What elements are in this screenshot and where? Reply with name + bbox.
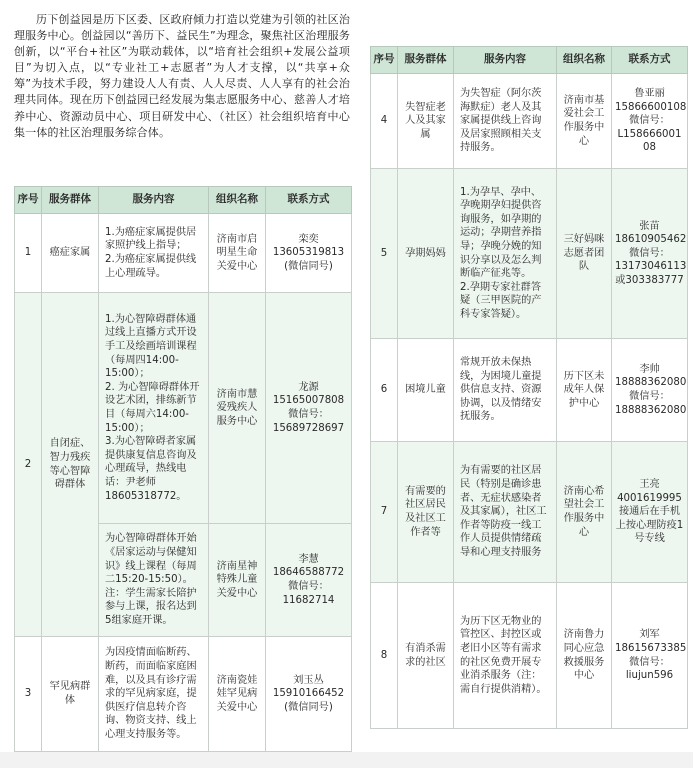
row-org: 济南鲁力同心应急救援服务中心: [557, 583, 612, 729]
left-service-table: [14, 186, 352, 752]
table-header-row: [15, 187, 352, 214]
row-group: 孕期妈妈: [398, 169, 454, 339]
row-group: 失智症老人及其家属: [398, 74, 454, 169]
row-content: 为历下区无物业的管控区、封控区或老旧小区等有需求的社区免费开展专业消杀服务（注：需自行提供消精）。: [454, 583, 557, 729]
row-no: 7: [371, 442, 398, 583]
row-contact: 鲁亚丽 15866600108 微信号： L158666001 08: [612, 74, 688, 169]
row-contact: 刘军 18615673385 微信号： liujun596: [612, 583, 688, 729]
row-org: 三好妈咪志愿者团队: [557, 169, 612, 339]
row-org: 历下区未成年人保护中心: [557, 339, 612, 442]
row-org: 济南心希望社会工作服务中心: [557, 442, 612, 583]
row-org: 济南星神特殊儿童关爱中心: [209, 524, 266, 637]
row-no: 6: [371, 339, 398, 442]
table-row: [15, 214, 352, 293]
table-row: [371, 442, 688, 583]
table-header-row: [371, 47, 688, 74]
row-no: 8: [371, 583, 398, 729]
table-row: [371, 74, 688, 169]
row-group: 癌症家属: [42, 214, 99, 293]
row-group: 有需要的社区居民及社区工作者等: [398, 442, 454, 583]
row-group: 困境儿童: [398, 339, 454, 442]
table-row: [15, 637, 352, 752]
row-no: 5: [371, 169, 398, 339]
row-contact: 王亮 4001619995 接通后在手机上按心理防疫1号专线: [612, 442, 688, 583]
row-contact: 李慧 18646588772 微信号： 11682714: [266, 524, 352, 637]
row-content: 常规开放未保热线，为困境儿童提供信息支持、资源协调，以及情绪安抚服务。: [454, 339, 557, 442]
header-no: 序号: [15, 187, 42, 214]
table-row: [15, 293, 352, 524]
row-content: 为心智障碍群体开始《居家运动与保健知识》线上课程（每周二15:20-15:50）。 注：学生需家长陪护参与上课，报名达到5组家庭开课。: [99, 524, 209, 637]
row-content: 为失智症（阿尔茨海默症）老人及其家属提供线上咨询及居家照顾相关支持服务。: [454, 74, 557, 169]
row-content: 1.为孕早、孕中、孕晚期孕妇提供咨询服务，如孕期的运动；孕期营养指导；孕晚分娩的知识分享以及怎么判断临产征兆等。 2.孕期专家社群答疑（三甲医院的产科专家答疑）。: [454, 169, 557, 339]
row-org: 济南市启明星生命关爱中心: [209, 214, 266, 293]
row-content: 1.为心智障碍群体通过线上直播方式开设手工及绘画培训课程（每周四14:00-15:00）； 2. 为心智障碍群体开设艺术团，排练新节目（每周六14:00-15:00）； 3.为心智障碍者家属提供康复信息咨询及心理疏导，热线电话：尹老师18605318772。: [99, 293, 209, 524]
row-contact: 栾奕 13605319813 (微信同号): [266, 214, 352, 293]
row-no: 2: [15, 293, 42, 637]
row-group: 自闭症、智力残疾等心智障碍群体: [42, 293, 99, 637]
header-contact: 联系方式: [266, 187, 352, 214]
bottom-strip: [0, 752, 693, 768]
table-row: [371, 339, 688, 442]
header-contact: 联系方式: [612, 47, 688, 74]
row-contact: 龙源 15165007808 微信号： 15689728697: [266, 293, 352, 524]
row-contact: 李帅 18888362080 微信号： 18888362080: [612, 339, 688, 442]
row-content: 1.为癌症家属提供居家照护线上指导； 2.为癌症家属提供线上心理疏导。: [99, 214, 209, 293]
header-group: 服务群体: [42, 187, 99, 214]
row-content: 为有需要的社区居民（特别是确诊患者、无症状感染者及其家属），社区工作者等防疫一线工作人员提供情绪疏导和心理支持服务: [454, 442, 557, 583]
row-no: 4: [371, 74, 398, 169]
row-org: 济南市基爱社会工作服务中心: [557, 74, 612, 169]
header-no: 序号: [371, 47, 398, 74]
header-group: 服务群体: [398, 47, 454, 74]
row-group: 有消杀需求的社区: [398, 583, 454, 729]
row-org: 济南市慧爱残疾人服务中心: [209, 293, 266, 524]
table-row: [371, 169, 688, 339]
header-content: 服务内容: [454, 47, 557, 74]
row-org: 济南瓷娃娃罕见病关爱中心: [209, 637, 266, 752]
row-contact: 张苗 18610905462 微信号： 13173046113 或303383777: [612, 169, 688, 339]
row-contact: 刘玉丛 15910166452 (微信同号): [266, 637, 352, 752]
table-row: [371, 583, 688, 729]
row-no: 3: [15, 637, 42, 752]
row-content: 为因疫情面临断药、断药，而面临家庭困难，以及具有诊疗需求的罕见病家庭，提供医疗信息转介咨询、物资支持、线上心理支持服务等。: [99, 637, 209, 752]
header-content: 服务内容: [99, 187, 209, 214]
right-service-table: [370, 46, 688, 729]
row-group: 罕见病群体: [42, 637, 99, 752]
header-org: 组织名称: [557, 47, 612, 74]
header-org: 组织名称: [209, 187, 266, 214]
row-no: 1: [15, 214, 42, 293]
intro-paragraph: 历下创益园是历下区委、区政府倾力打造以党建为引领的社区治理服务中心。创益园以“善历下、益民生”为理念，聚焦社区治理服务创新，以“平台+社区”为联动载体，以“培育社会组织+发展公益项目”为切入点，以“专业社工+志愿者”为人才支撑，以“共享+众筹”为技术手段，努力建设人人有责、人人尽责、人人享有的社会治理共同体。现在历下创益园已经发展为集志愿服务中心、慈善人才培养中心、资源动员中心、项目研发中心、（社区）社会组织培育中心集一体的社区治理服务综合体。: [14, 13, 350, 139]
